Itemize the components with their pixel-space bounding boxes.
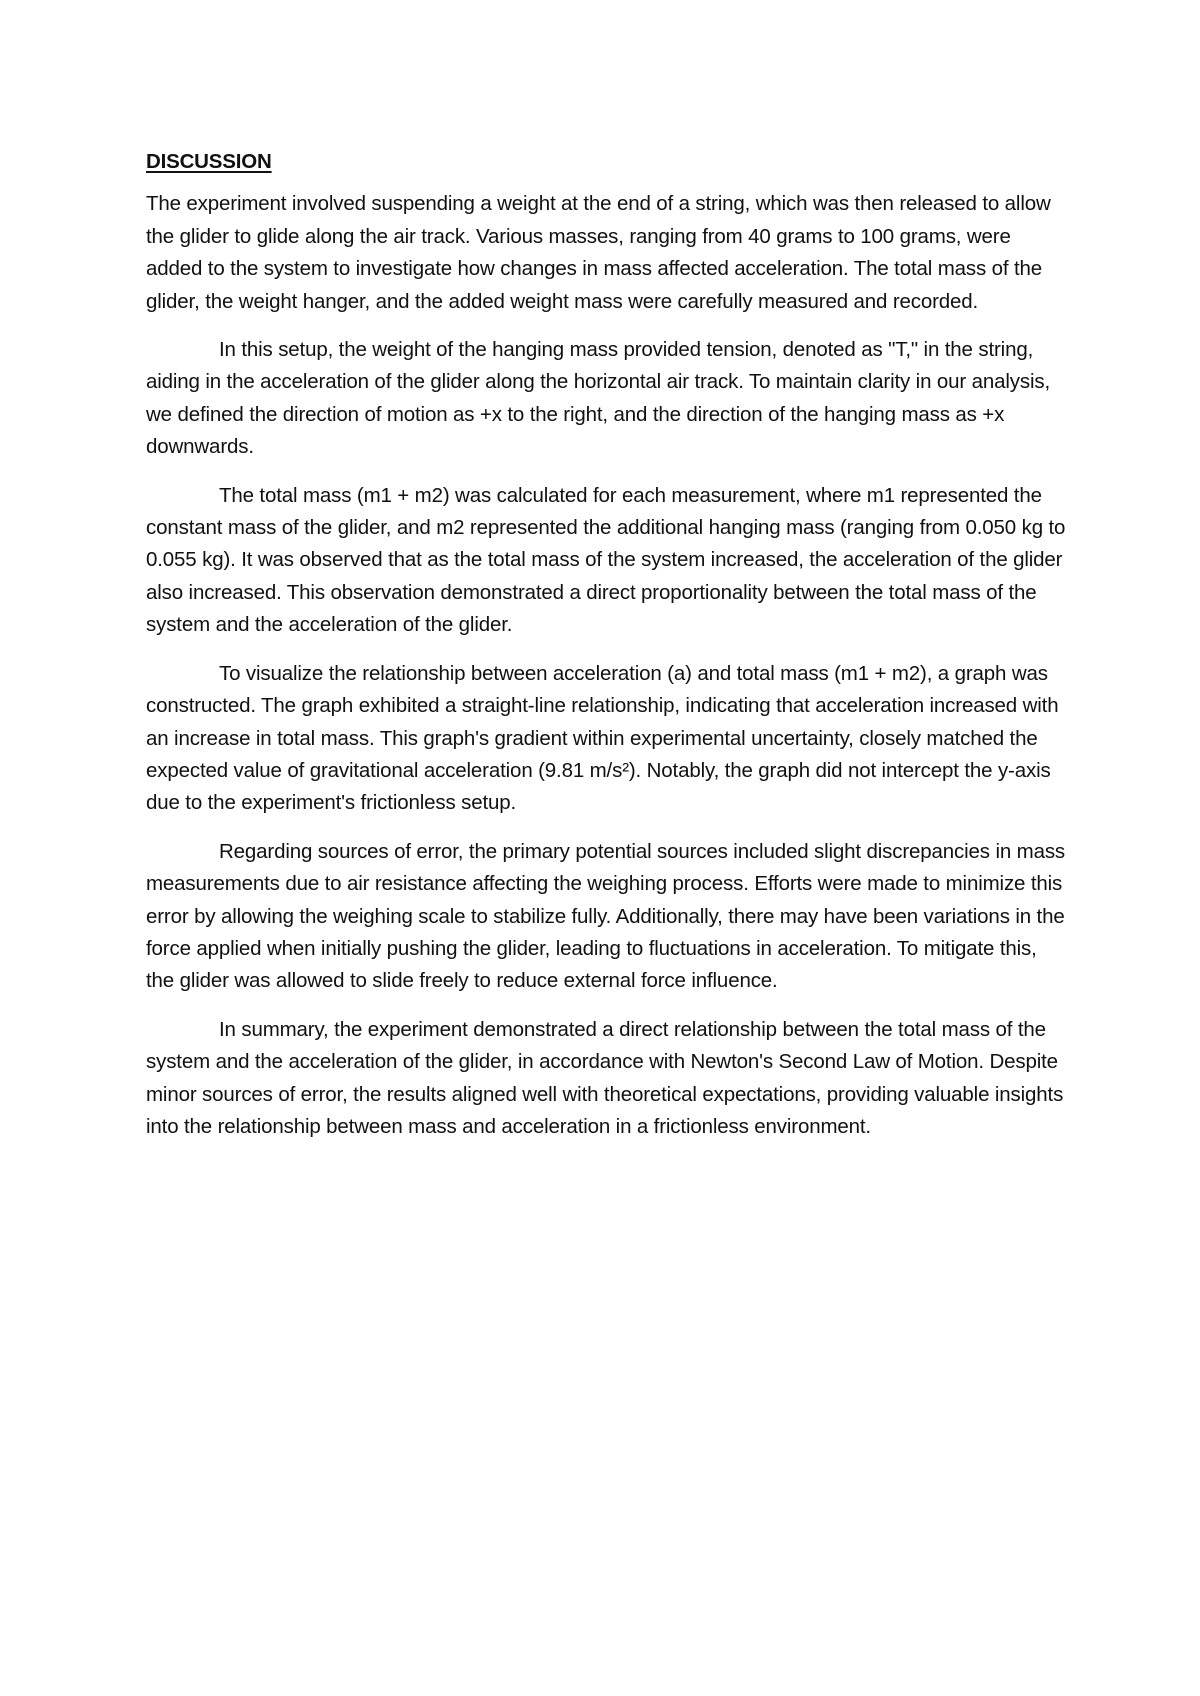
document-body: [146, 146, 1066, 1159]
paragraph-summary: In summary, the experiment demonstrated a direct relationship between the total mass of the system and the acceleration of the glider, in accordance with Newton's Second Law of Motion. Despite minor sources of error, the results aligned well with theoretical expectations, providing valuable insights into the relationship between mass and acceleration in a frictionless environment.: [146, 1017, 1064, 1138]
paragraph-tension-direction: In this setup, the weight of the hanging mass provided tension, denoted as "T," in the string, aiding in the acceleration of the glider along the horizontal air track. To maintain clarity in our analysis, we defined the direction of motion as +x to the right, and the direction of the hanging mass as +x downwards.: [146, 338, 1050, 459]
paragraph-sources-of-error: Regarding sources of error, the primary potential sources included slight discrepancies in mass measurements due to air resistance affecting the weighing process. Efforts were made to minimize this error by allowing the weighing scale to stabilize fully. Additionally, there may have been variations in the force applied when initially pushing the glider, leading to fluctuations in acceleration. To mitigate this, the glider was allowed to slide freely to reduce external force influence.: [146, 839, 1066, 993]
paragraph-graph-relationship: To visualize the relationship between acceleration (a) and total mass (m1 + m2), a graph was constructed. The graph exhibited a straight-line relationship, indicating that acceleration increased with an increase in total mass. This graph's gradient within experimental uncertainty, closely matched the expected value of gravitational acceleration (9.81 m/s²). Notably, the graph did not intercept the y-axis due to the experiment's frictionless setup.: [146, 661, 1059, 815]
paragraph-experiment-setup: The experiment involved suspending a weight at the end of a string, which was then released to allow the glider to glide along the air track. Various masses, ranging from 40 grams to 100 grams, were added to the system to investigate how changes in mass affected acceleration. The total mass of the glider, the weight hanger, and the added weight mass were carefully measured and recorded.: [146, 192, 1051, 313]
paragraph-total-mass: The total mass (m1 + m2) was calculated for each measurement, where m1 represented the constant mass of the glider, and m2 represented the additional hanging mass (ranging from 0.050 kg to 0.055 kg). It was observed that as the total mass of the system increased, the acceleration of the glider also increased. This observation demonstrated a direct proportionality between the total mass of the system and the acceleration of the glider.: [146, 483, 1066, 637]
section-heading: DISCUSSION: [146, 150, 272, 173]
